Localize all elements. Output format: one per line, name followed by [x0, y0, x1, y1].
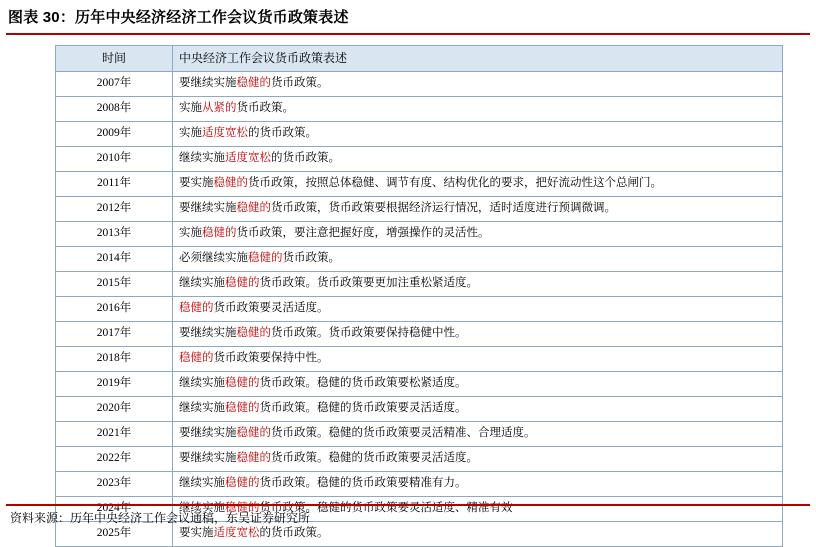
table-row — [56, 247, 783, 272]
cell-description — [173, 172, 783, 197]
description-prefix: 要实施 — [179, 177, 214, 190]
description-highlight: 稳健的 — [225, 502, 260, 515]
cell-year: 2025年 — [56, 522, 173, 547]
description-suffix: 的货币政策。 — [259, 527, 329, 540]
cell-description — [173, 247, 783, 272]
description-suffix: 货币政策要灵活适度。 — [213, 302, 329, 315]
cell-year: 2019年 — [56, 372, 173, 397]
description-prefix: 要继续实施 — [179, 327, 237, 340]
cell-year: 2017年 — [56, 322, 173, 347]
description-highlight: 稳健的 — [248, 252, 283, 265]
description-prefix: 继续实施 — [179, 477, 225, 490]
description-suffix: 货币政策，按照总体稳健、调节有度、结构优化的要求，把好流动性这个总闸门。 — [248, 177, 662, 190]
table-row — [56, 147, 783, 172]
table-row — [56, 172, 783, 197]
cell-description — [173, 297, 783, 322]
description-highlight: 稳健的 — [236, 427, 271, 440]
description-suffix: 货币政策，货币政策要根据经济运行情况，适时适度进行预调微调。 — [271, 202, 616, 215]
description-suffix: 货币政策，要注意把握好度，增强操作的灵活性。 — [236, 227, 490, 240]
table-row — [56, 372, 783, 397]
description-prefix: 实施 — [179, 102, 202, 115]
description-suffix: 货币政策。 — [271, 77, 329, 90]
cell-description — [173, 147, 783, 172]
description-suffix: 货币政策。货币政策要更加注重松紧适度。 — [259, 277, 478, 290]
cell-year: 2009年 — [56, 122, 173, 147]
description-highlight: 稳健的 — [179, 302, 214, 315]
cell-description — [173, 72, 783, 97]
description-highlight: 适度宽松 — [202, 127, 248, 140]
description-prefix: 要继续实施 — [179, 202, 237, 215]
description-highlight: 稳健的 — [225, 277, 260, 290]
table-head — [56, 46, 783, 72]
description-highlight: 适度宽松 — [225, 152, 271, 165]
description-suffix: 的货币政策。 — [271, 152, 340, 165]
cell-year: 2012年 — [56, 197, 173, 222]
cell-year: 2024年 — [56, 497, 173, 522]
description-prefix: 必须继续实施 — [179, 252, 248, 265]
description-highlight: 稳健的 — [179, 352, 214, 365]
cell-description — [173, 422, 783, 447]
cell-description — [173, 372, 783, 397]
cell-description — [173, 447, 783, 472]
description-highlight: 稳健的 — [236, 202, 271, 215]
table-row — [56, 272, 783, 297]
table-row — [56, 72, 783, 97]
description-suffix: 货币政策。稳健的货币政策要精准有力。 — [259, 477, 467, 490]
description-suffix: 货币政策。 — [282, 252, 340, 265]
cell-year: 2011年 — [56, 172, 173, 197]
table-row — [56, 472, 783, 497]
table-row — [56, 447, 783, 472]
description-highlight: 从紧的 — [202, 102, 237, 115]
description-prefix: 继续实施 — [179, 277, 225, 290]
cell-year: 2022年 — [56, 447, 173, 472]
table-row — [56, 297, 783, 322]
description-highlight: 稳健的 — [213, 177, 248, 190]
page-footer — [0, 504, 816, 526]
description-prefix: 继续实施 — [179, 152, 225, 165]
description-suffix: 货币政策。 — [236, 102, 294, 115]
description-highlight: 稳健的 — [225, 402, 260, 415]
policy-table — [55, 45, 783, 547]
description-prefix: 实施 — [179, 227, 202, 240]
description-prefix: 要继续实施 — [179, 77, 237, 90]
cell-year: 2015年 — [56, 272, 173, 297]
cell-year: 2010年 — [56, 147, 173, 172]
table-row — [56, 222, 783, 247]
description-prefix: 继续实施 — [179, 377, 225, 390]
description-suffix: 的货币政策。 — [248, 127, 317, 140]
table-row — [56, 322, 783, 347]
description-highlight: 稳健的 — [236, 77, 271, 90]
cell-description — [173, 197, 783, 222]
description-prefix: 要继续实施 — [179, 452, 237, 465]
table-row — [56, 122, 783, 147]
cell-description — [173, 272, 783, 297]
description-prefix: 要继续实施 — [179, 427, 237, 440]
description-suffix: 货币政策。稳健的货币政策要灵活精准、合理适度。 — [271, 427, 536, 440]
description-suffix: 货币政策要保持中性。 — [213, 352, 329, 365]
description-suffix: 货币政策。稳健的货币政策要松紧适度。 — [259, 377, 467, 390]
description-suffix: 货币政策。货币政策要保持稳健中性。 — [271, 327, 467, 340]
bottom-divider — [6, 504, 810, 506]
description-prefix: 继续实施 — [179, 402, 225, 415]
cell-year: 2014年 — [56, 247, 173, 272]
description-highlight: 稳健的 — [225, 477, 260, 490]
table-row — [56, 397, 783, 422]
description-suffix: 货币政策。稳健的货币政策要灵活适度。 — [271, 452, 478, 465]
description-prefix: 要实施 — [179, 527, 214, 540]
cell-year: 2020年 — [56, 397, 173, 422]
cell-year: 2021年 — [56, 422, 173, 447]
column-header-year: 时间 — [56, 46, 173, 72]
table-header-row — [56, 46, 783, 72]
description-highlight: 稳健的 — [225, 377, 260, 390]
table-row — [56, 347, 783, 372]
policy-table-container — [55, 45, 762, 547]
cell-year: 2007年 — [56, 72, 173, 97]
top-divider — [6, 33, 810, 35]
cell-year: 2023年 — [56, 472, 173, 497]
cell-description — [173, 97, 783, 122]
description-highlight: 稳健的 — [236, 327, 271, 340]
cell-description — [173, 472, 783, 497]
description-prefix: 继续实施 — [179, 502, 225, 515]
cell-description — [173, 322, 783, 347]
cell-description — [173, 122, 783, 147]
table-row — [56, 97, 783, 122]
description-suffix: 货币政策。稳健的货币政策要灵活适度。 — [259, 402, 467, 415]
cell-description — [173, 222, 783, 247]
page-title: 图表 30：历年中央经济经济工作会议货币政策表述 — [8, 9, 349, 26]
table-row — [56, 197, 783, 222]
cell-year: 2016年 — [56, 297, 173, 322]
cell-year: 2008年 — [56, 97, 173, 122]
table-row — [56, 422, 783, 447]
cell-year: 2013年 — [56, 222, 173, 247]
description-highlight: 适度宽松 — [213, 527, 260, 540]
cell-description — [173, 397, 783, 422]
description-highlight: 稳健的 — [236, 452, 271, 465]
source-note: 资料来源：历年中央经济工作会议通稿，东吴证券研究所 — [10, 511, 311, 525]
cell-description — [173, 347, 783, 372]
column-header-description: 中央经济工作会议货币政策表述 — [173, 46, 783, 72]
table-body — [56, 72, 783, 547]
description-highlight: 稳健的 — [202, 227, 237, 240]
description-suffix: 货币政策。稳健的货币政策要灵活适度、精准有效 — [259, 502, 513, 515]
cell-year: 2018年 — [56, 347, 173, 372]
description-prefix: 实施 — [179, 127, 202, 140]
